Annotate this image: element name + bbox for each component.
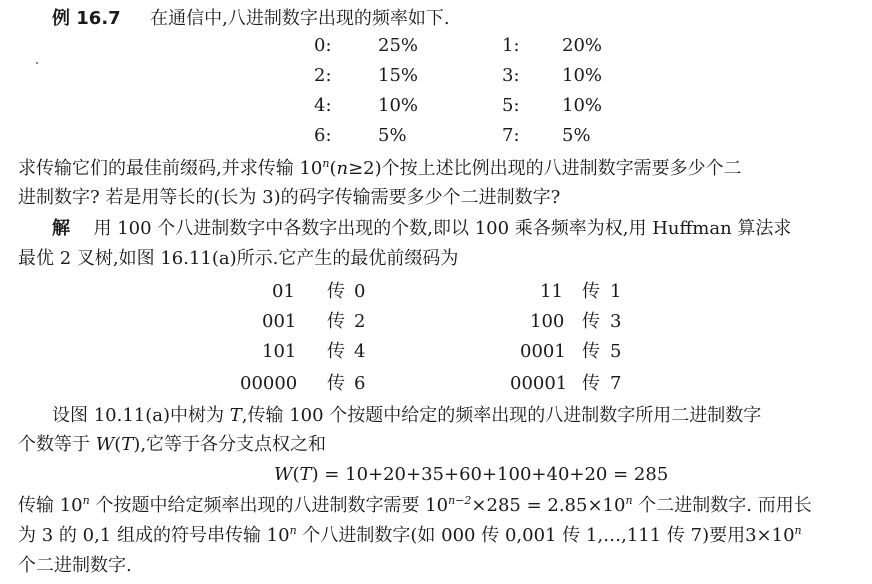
code-word: 100 (530, 311, 565, 332)
exponent: n (289, 524, 297, 537)
code-verb: 传 (582, 281, 600, 302)
code-word: 101 (262, 341, 297, 362)
question-text: ≥2)个按上述比例出现的八进制数字需要多少个二 (348, 158, 742, 179)
frequency-value: 5% (378, 125, 407, 146)
digit-label: 2: (314, 65, 332, 86)
conclusion-text: 传输 10 (18, 495, 83, 516)
exponent: n (82, 494, 90, 507)
code-verb: 传 (582, 341, 600, 362)
code-verb: 传 (327, 281, 345, 302)
conclusion-text: 个按题中给定频率出现的八进制数字需要 10 (89, 495, 449, 516)
digit-label: 4: (314, 95, 332, 116)
code-digit: 3 (610, 311, 622, 332)
frequency-value: 5% (562, 125, 591, 146)
code-word: 00001 (510, 373, 568, 394)
exponent: n (322, 157, 330, 170)
digit-label: 5: (502, 95, 520, 116)
example-label: 例 16.7 (52, 8, 121, 29)
formula-text: ( (292, 464, 300, 485)
conclusion-line-2 (18, 524, 802, 548)
code-word: 001 (262, 311, 297, 332)
exponent: n (625, 494, 633, 507)
code-row (0, 340, 872, 364)
solution-label: 解 (52, 218, 70, 239)
variable-n: n (336, 158, 349, 179)
variable-T: T (299, 464, 312, 485)
example-intro: 在通信中,八进制数字出现的频率如下. (150, 8, 450, 29)
frequency-value: 25% (378, 35, 419, 56)
code-word: 00000 (240, 373, 298, 394)
digit-label: 0: (314, 35, 332, 56)
conclusion-text: 个八进制数字(如 000 传 0,001 传 1,…,111 传 7)要用3×10 (296, 525, 795, 546)
frequency-value: 15% (378, 65, 419, 86)
solution-text: 用 100 个八进制数字中各数字出现的个数,即以 100 乘各频率为权,用 Huffman 算法求 (93, 218, 792, 239)
code-row (0, 280, 872, 304)
frequency-row (0, 64, 872, 88)
weight-formula (274, 463, 668, 487)
code-digit: 4 (354, 341, 366, 362)
digit-label: 7: (502, 125, 520, 146)
frequency-value: 10% (562, 65, 603, 86)
exponent: n (794, 524, 802, 537)
tree-paragraph-line-1 (52, 404, 761, 428)
code-verb: 传 (327, 341, 345, 362)
code-digit: 5 (610, 341, 622, 362)
frequency-value: 10% (378, 95, 419, 116)
variable-W: W (95, 434, 115, 455)
variable-T: T (121, 434, 134, 455)
frequency-row (0, 124, 872, 148)
frequency-row (0, 94, 872, 118)
example-heading (52, 7, 450, 31)
code-row (0, 310, 872, 334)
paragraph-text: 个数等于 (18, 434, 96, 455)
code-word: 11 (540, 281, 563, 302)
question-line-2: 进制数字? 若是用等长的(长为 3)的码字传输需要多少个二进制数字? (18, 187, 561, 208)
digit-label: 1: (502, 35, 520, 56)
code-word: 0001 (520, 341, 566, 362)
conclusion-text: 个二进制数字. 而用长 (632, 495, 812, 516)
digit-label: 3: (502, 65, 520, 86)
exponent: n−2 (448, 494, 472, 507)
code-digit: 7 (610, 373, 622, 394)
code-digit: 6 (354, 373, 366, 394)
code-verb: 传 (582, 373, 600, 394)
solution-line-1 (52, 217, 791, 241)
frequency-row (0, 34, 872, 58)
conclusion-line-3: 个二进制数字. (18, 555, 132, 576)
code-digit: 2 (354, 311, 366, 332)
digit-label: 6: (314, 125, 332, 146)
code-digit: 1 (610, 281, 622, 302)
code-word: 01 (272, 281, 295, 302)
code-row (0, 372, 872, 396)
conclusion-line-1 (18, 494, 812, 518)
paragraph-text: ( (114, 434, 122, 455)
variable-T: T (229, 405, 242, 426)
code-verb: 传 (327, 311, 345, 332)
question-text: 求传输它们的最佳前缀码,并求传输 10 (18, 158, 323, 179)
solution-line-2: 最优 2 叉树,如图 16.11(a)所示.它产生的最优前缀码为 (18, 248, 459, 269)
tree-paragraph-line-2 (18, 433, 326, 457)
question-text: ( (329, 158, 337, 179)
variable-W: W (274, 464, 293, 485)
frequency-value: 20% (562, 35, 603, 56)
code-digit: 0 (354, 281, 366, 302)
paragraph-text: ,传输 100 个按题中给定的频率出现的八进制数字所用二进制数字 (241, 405, 762, 426)
question-line-1 (18, 157, 742, 181)
conclusion-text: ×285 = 2.85×10 (471, 495, 626, 516)
code-verb: 传 (327, 373, 345, 394)
frequency-value: 10% (562, 95, 603, 116)
paragraph-text: 设图 10.11(a)中树为 (52, 405, 230, 426)
conclusion-text: 为 3 的 0,1 组成的符号串传输 10 (18, 525, 290, 546)
code-verb: 传 (582, 311, 600, 332)
paragraph-text: ),它等于各分支点权之和 (133, 434, 327, 455)
formula-text: ) = 10+20+35+60+100+40+20 = 285 (311, 464, 669, 485)
